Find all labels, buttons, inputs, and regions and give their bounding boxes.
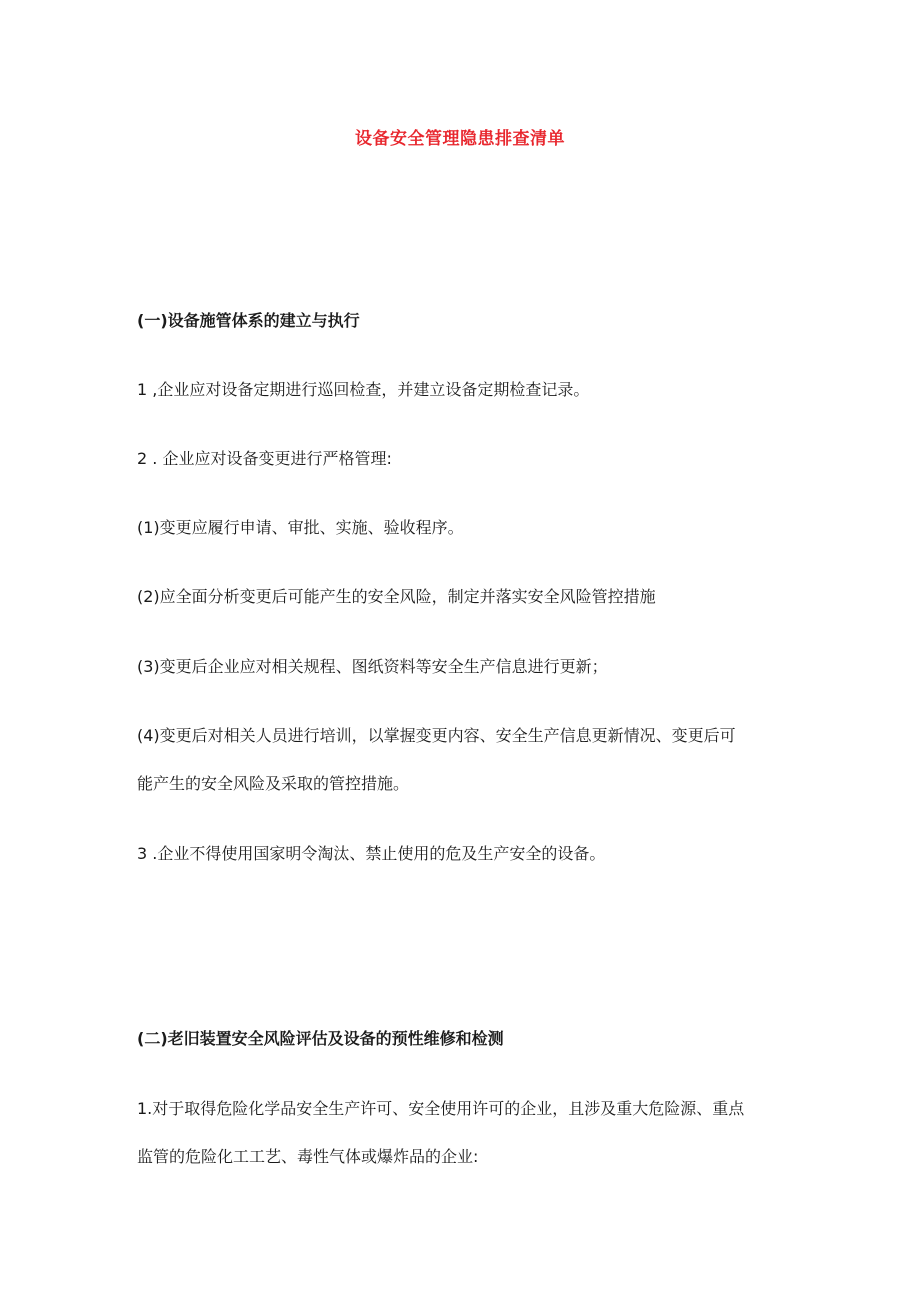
paragraph: (4)变更后对相关人员进行培训，以掌握变更内容、安全生产信息更新情况、变更后可 bbox=[137, 726, 736, 745]
paragraph: 2 . 企业应对设备变更进行严格管理: bbox=[137, 449, 392, 468]
paragraph: (1)变更应履行申请、审批、实施、验收程序。 bbox=[137, 518, 464, 537]
paragraph: 3 .企业不得使用国家明令淘汰、禁止使用的危及生产安全的设备。 bbox=[137, 844, 606, 863]
paragraph: 1 ,企业应对设备定期进行巡回检查，并建立设备定期检查记录。 bbox=[137, 380, 590, 399]
paragraph: 能产生的安全风险及采取的管控措施。 bbox=[137, 774, 410, 793]
paragraph: 监管的危险化工工艺、毒性气体或爆炸品的企业: bbox=[137, 1147, 479, 1166]
paragraph: (3)变更后企业应对相关规程、图纸资料等安全生产信息进行更新； bbox=[137, 657, 608, 676]
document-title: 设备安全管理隐患排查清单 bbox=[355, 129, 565, 149]
section-heading: (二)老旧装置安全风险评估及设备的预性维修和检测 bbox=[137, 1029, 504, 1048]
section-heading: (一)设备施管体系的建立与执行 bbox=[137, 311, 360, 330]
paragraph: (2)应全面分析变更后可能产生的安全风险，制定并落实安全风险管控措施 bbox=[137, 587, 656, 606]
paragraph: 1.对于取得危险化学品安全生产许可、安全使用许可的企业，且涉及重大危险源、重点 bbox=[137, 1099, 745, 1118]
